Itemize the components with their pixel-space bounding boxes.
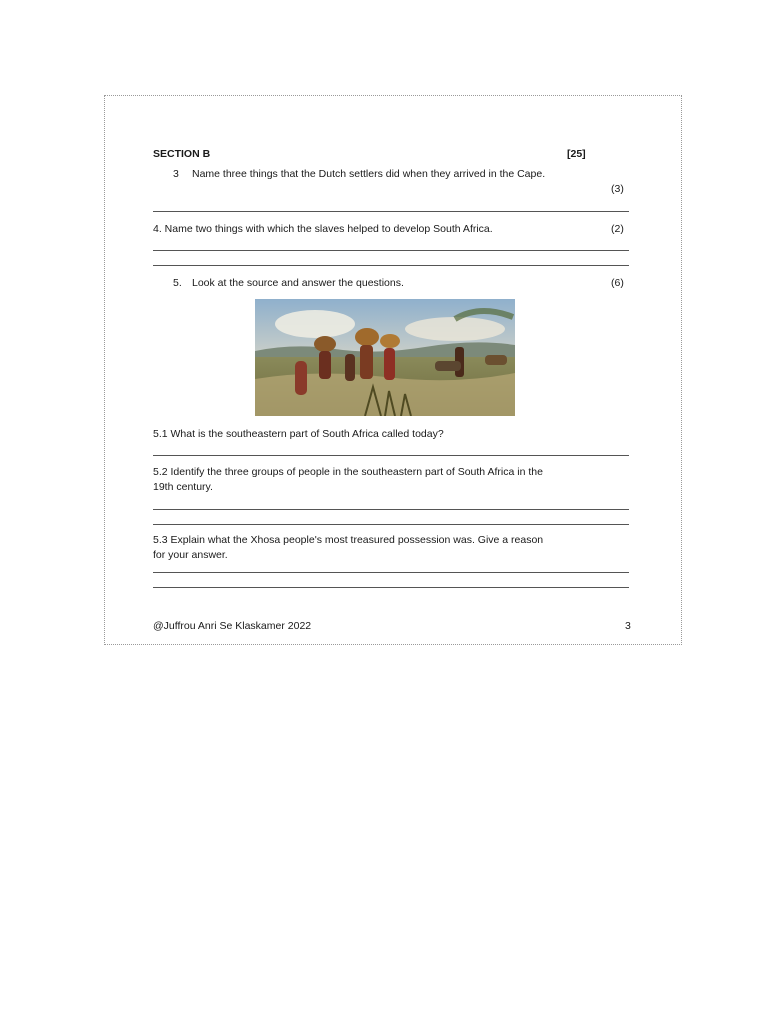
answer-line[interactable] xyxy=(153,587,629,588)
section-total-marks: [25] xyxy=(567,148,586,160)
answer-line[interactable] xyxy=(153,524,629,525)
question-3-marks: (3) xyxy=(611,183,624,195)
question-3-text: Name three things that the Dutch settlers did when they arrived in the Cape. xyxy=(192,168,546,180)
answer-line[interactable] xyxy=(153,509,629,510)
question-5-2-line2: 19th century. xyxy=(153,481,213,493)
worksheet-page xyxy=(104,95,682,645)
question-5-3-line1: 5.3 Explain what the Xhosa people's most treasured possession was. Give a reason xyxy=(153,534,544,546)
question-4-marks: (2) xyxy=(611,223,624,235)
question-3-number: 3 xyxy=(173,168,179,180)
answer-line[interactable] xyxy=(153,265,629,266)
question-4-text: 4. Name two things with which the slaves helped to develop South Africa. xyxy=(153,223,493,235)
answer-line[interactable] xyxy=(153,455,629,456)
question-5-2-line1: 5.2 Identify the three groups of people in the southeastern part of South Africa in the xyxy=(153,466,543,478)
answer-line[interactable] xyxy=(153,211,629,212)
question-5-number: 5. xyxy=(173,277,182,289)
question-5-marks: (6) xyxy=(611,277,624,289)
source-painting xyxy=(255,299,515,416)
page-number: 3 xyxy=(625,620,631,632)
question-5-text: Look at the source and answer the questions. xyxy=(192,277,404,289)
answer-line[interactable] xyxy=(153,572,629,573)
section-title: SECTION B xyxy=(153,148,211,160)
footer-credit: @Juffrou Anri Se Klaskamer 2022 xyxy=(153,620,312,632)
question-5-1-text: 5.1 What is the southeastern part of South Africa called today? xyxy=(153,428,444,440)
answer-line[interactable] xyxy=(153,250,629,251)
question-5-3-line2: for your answer. xyxy=(153,549,228,561)
